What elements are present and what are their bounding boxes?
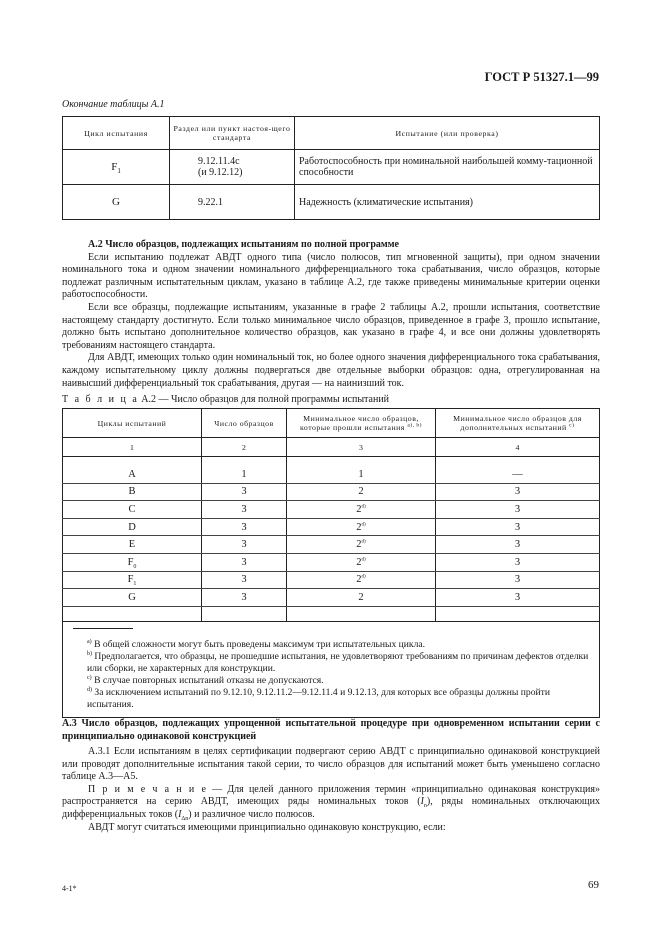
cycle-cell: $F_1$ bbox=[63, 150, 170, 185]
footnote: $^{a)}$ В общей сложности могут быть проведены максимум три испытательных цикла. bbox=[87, 638, 426, 650]
min-cell: 2 bbox=[287, 589, 436, 607]
page-number: 69 bbox=[588, 879, 599, 891]
section-cell: 9.22.1 bbox=[170, 185, 295, 220]
count-cell: 3 bbox=[202, 536, 287, 554]
paragraph: Если испытанию подлежат АВДТ одного типа (число полюсов, тип мгновенной защиты), при одном значении номинального тока и одном значении номинального дифференциального тока срабатывания, число образцов, которые подлежат различным испытательным циклам, указано в таблице А.2, где также приведены минимальные критерии оценки работоспособности. bbox=[62, 251, 600, 301]
cycle-cell: G bbox=[63, 185, 170, 220]
table-row bbox=[63, 536, 600, 554]
paragraph: Если все образцы, подлежащие испытаниям, указанные в графе 2 таблицы А.2, прошли испытания, соответствие настоящему стандарту достигнуто. Если только минимальное число образцов, приведенное в графе 3, прошло испытание, должно быть испытано дополнительное количество образцов, как указано в графе 4, и все они должны удовлетворять требованиям настоящего стандарта. bbox=[62, 301, 600, 351]
section-heading: А.2 Число образцов, подлежащих испытаниям по полной программе bbox=[88, 239, 399, 250]
cycle-cell: D bbox=[63, 518, 202, 536]
cycle-cell: G bbox=[63, 589, 202, 607]
header-cell: Цикл испытания bbox=[63, 117, 170, 150]
column-number: 1 bbox=[63, 438, 202, 457]
footnote: $^{b)}$ Предполагается, что образцы, не прошедшие испытания, не удовлетворяют требованиям по причинам дефектов отделки или сборки, не характерных для конструкции. bbox=[87, 650, 589, 674]
table-row bbox=[63, 518, 600, 536]
footnote: $^{c)}$ В случае повторных испытаний отказы не допускаются. bbox=[87, 674, 324, 686]
add-cell: 3 bbox=[436, 501, 600, 519]
add-cell: 3 bbox=[436, 589, 600, 607]
min-cell: 2$^{d)}$ bbox=[287, 536, 436, 554]
header-cell: Минимальное число образцов, которые прошли испытания $^{а), b)}$ bbox=[287, 409, 436, 438]
test-cell: Надежность (климатические испытания) bbox=[295, 185, 600, 220]
count-cell: 3 bbox=[202, 483, 287, 501]
spacer-row bbox=[63, 457, 600, 467]
count-cell: 1 bbox=[202, 466, 287, 483]
section-a3-heading: А.3 Число образцов, подлежащих упрощенной испытательной процедуре при одновременном испытании серии с принципиально одинаковой конструкцией bbox=[62, 718, 600, 742]
table-header-row bbox=[63, 409, 600, 438]
cycle-cell: $F_1$ bbox=[63, 571, 202, 589]
table-row bbox=[63, 589, 600, 607]
standard-header: ГОСТ Р 51327.1—99 bbox=[484, 70, 599, 84]
spacer-row bbox=[63, 606, 600, 621]
table-row bbox=[63, 553, 600, 571]
min-cell: 2$^{d)}$ bbox=[287, 571, 436, 589]
header-cell: Раздел или пункт настоя-щего стандарта bbox=[170, 117, 295, 150]
min-cell: 2 bbox=[287, 483, 436, 501]
table-a1-end bbox=[62, 116, 600, 220]
table-row bbox=[63, 466, 600, 483]
column-number: 3 bbox=[287, 438, 436, 457]
table-row bbox=[63, 185, 600, 220]
table-row bbox=[63, 571, 600, 589]
footnote-divider bbox=[73, 628, 133, 629]
table-row bbox=[63, 150, 600, 185]
add-cell: 3 bbox=[436, 571, 600, 589]
min-cell: 2$^{d)}$ bbox=[287, 518, 436, 536]
add-cell: 3 bbox=[436, 553, 600, 571]
footnotes bbox=[63, 621, 600, 717]
cycle-cell: $F_0$ bbox=[63, 553, 202, 571]
add-cell: 3 bbox=[436, 536, 600, 554]
cycle-cell: A bbox=[63, 466, 202, 483]
count-cell: 3 bbox=[202, 518, 287, 536]
paragraph: А.3.1 Если испытаниям в целях сертификации подвергают серию АВДТ с принципиально одинаковой конструкцией или проводят дополнительные испытания такой серии, то число образцов для испытаний может быть уменьшено согласно таблице А.3—А5. bbox=[62, 746, 600, 783]
note-paragraph: П р и м е ч а н и е — Для целей данного приложения термин «принципиально одинаковая конструкция» распространяется на серию АВДТ, имеющих ряды номинальных токов $(I_n)$, ряды номинальных отключающих дифференциальных токов $(I_{\Delta n})$ и различное число полюсов. bbox=[62, 783, 601, 822]
add-cell: — bbox=[436, 466, 600, 483]
cycle-cell: E bbox=[63, 536, 202, 554]
signature-mark: 4-1* bbox=[62, 884, 77, 893]
section-a3 bbox=[62, 746, 600, 834]
add-cell: 3 bbox=[436, 518, 600, 536]
header-cell: Циклы испытаний bbox=[63, 409, 202, 438]
min-cell: 2$^{d)}$ bbox=[287, 501, 436, 519]
table-header-row bbox=[63, 117, 600, 150]
add-cell: 3 bbox=[436, 483, 600, 501]
column-number: 2 bbox=[202, 438, 287, 457]
column-number: 4 bbox=[436, 438, 600, 457]
test-cell: Работоспособность при номинальной наибольшей комму-тационной способности bbox=[295, 150, 600, 185]
table1-caption: Окончание таблицы А.1 bbox=[62, 99, 165, 110]
count-cell: 3 bbox=[202, 553, 287, 571]
section-cell: 9.12.11.4c (и 9.12.12) bbox=[170, 150, 295, 185]
table-row bbox=[63, 483, 600, 501]
cycle-cell: C bbox=[63, 501, 202, 519]
column-number-row bbox=[63, 438, 600, 457]
cycle-cell: B bbox=[63, 483, 202, 501]
table-row bbox=[63, 501, 600, 519]
header-cell: Испытание (или проверка) bbox=[295, 117, 600, 150]
count-cell: 3 bbox=[202, 501, 287, 519]
count-cell: 3 bbox=[202, 589, 287, 607]
section-a2 bbox=[62, 239, 600, 390]
header-cell: Число образцов bbox=[202, 409, 287, 438]
min-cell: 1 bbox=[287, 466, 436, 483]
table-a2 bbox=[62, 408, 600, 718]
header-cell: Минимальное число образцов для дополнительных испытаний $^{c)}$ bbox=[436, 409, 600, 438]
footnote-block bbox=[63, 621, 600, 717]
min-cell: 2$^{d)}$ bbox=[287, 553, 436, 571]
footnote: $^{d)}$ За исключением испытаний по 9.12.10, 9.12.11.2—9.12.11.4 и 9.12.13, для которых все образцы должны пройти испытания. bbox=[87, 686, 550, 710]
paragraph: Для АВДТ, имеющих только один номинальный ток, но более одного значения дифференциального тока срабатывания, каждому испытательному циклу должны подвергаться две отдельные выборки образцов: одна, отрегулированная на наивысший дифференциальный ток срабатывания, другая — на наинизший ток. bbox=[62, 352, 600, 389]
table2-caption: Т а б л и ц а А.2 — Число образцов для полной программы испытаний bbox=[62, 394, 390, 405]
paragraph: АВДТ могут считаться имеющими принципиально одинаковую конструкцию, если: bbox=[88, 821, 446, 833]
count-cell: 3 bbox=[202, 571, 287, 589]
